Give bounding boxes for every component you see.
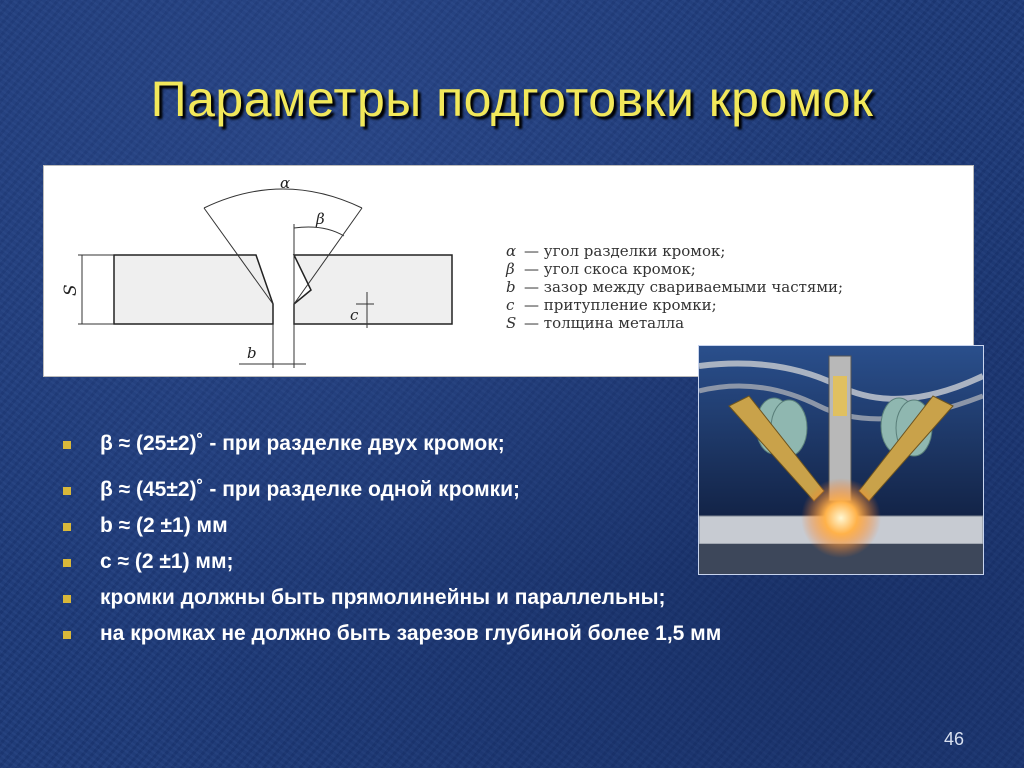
s-label: S <box>61 284 81 296</box>
b-label: b <box>247 344 257 362</box>
legend-row: β — угол скоса кромок; <box>506 260 696 278</box>
c-label: c <box>350 306 359 324</box>
legend-row: α — угол разделки кромок; <box>506 242 726 260</box>
bullet-marker <box>63 559 71 567</box>
bullet-marker <box>63 523 71 531</box>
legend-row: b — зазор между свариваемыми частями; <box>506 278 844 296</box>
page-number: 46 <box>943 729 964 749</box>
list-item: кромки должны быть прямолинейны и параллельны; <box>60 586 960 610</box>
left-plate <box>114 255 273 324</box>
diagram-legend <box>506 242 843 332</box>
slide-title: Параметры подготовки кромок <box>150 71 874 127</box>
legend-row: c — притупление кромки; <box>506 296 717 314</box>
list-item: β ≈ (45±2)˚ - при разделке одной кромки; <box>60 478 960 502</box>
legend-row: S — толщина металла <box>506 314 685 332</box>
beta-arc <box>294 227 344 236</box>
list-item: c ≈ (2 ±1) мм; <box>60 550 960 574</box>
list-item: β ≈ (25±2)˚ - при разделке двух кромок; <box>60 432 960 456</box>
bullet-marker <box>63 487 71 495</box>
bullet-marker <box>63 441 71 449</box>
right-plate <box>294 255 452 324</box>
bullet-marker <box>63 631 71 639</box>
beta-label: β <box>316 210 325 228</box>
bullet-marker <box>63 595 71 603</box>
list-item: на кромках не должно быть зарезов глубиной более 1,5 мм <box>60 622 960 646</box>
parameter-list <box>60 432 960 646</box>
list-item: b ≈ (2 ±1) мм <box>60 514 960 538</box>
alpha-label: α <box>280 174 291 192</box>
